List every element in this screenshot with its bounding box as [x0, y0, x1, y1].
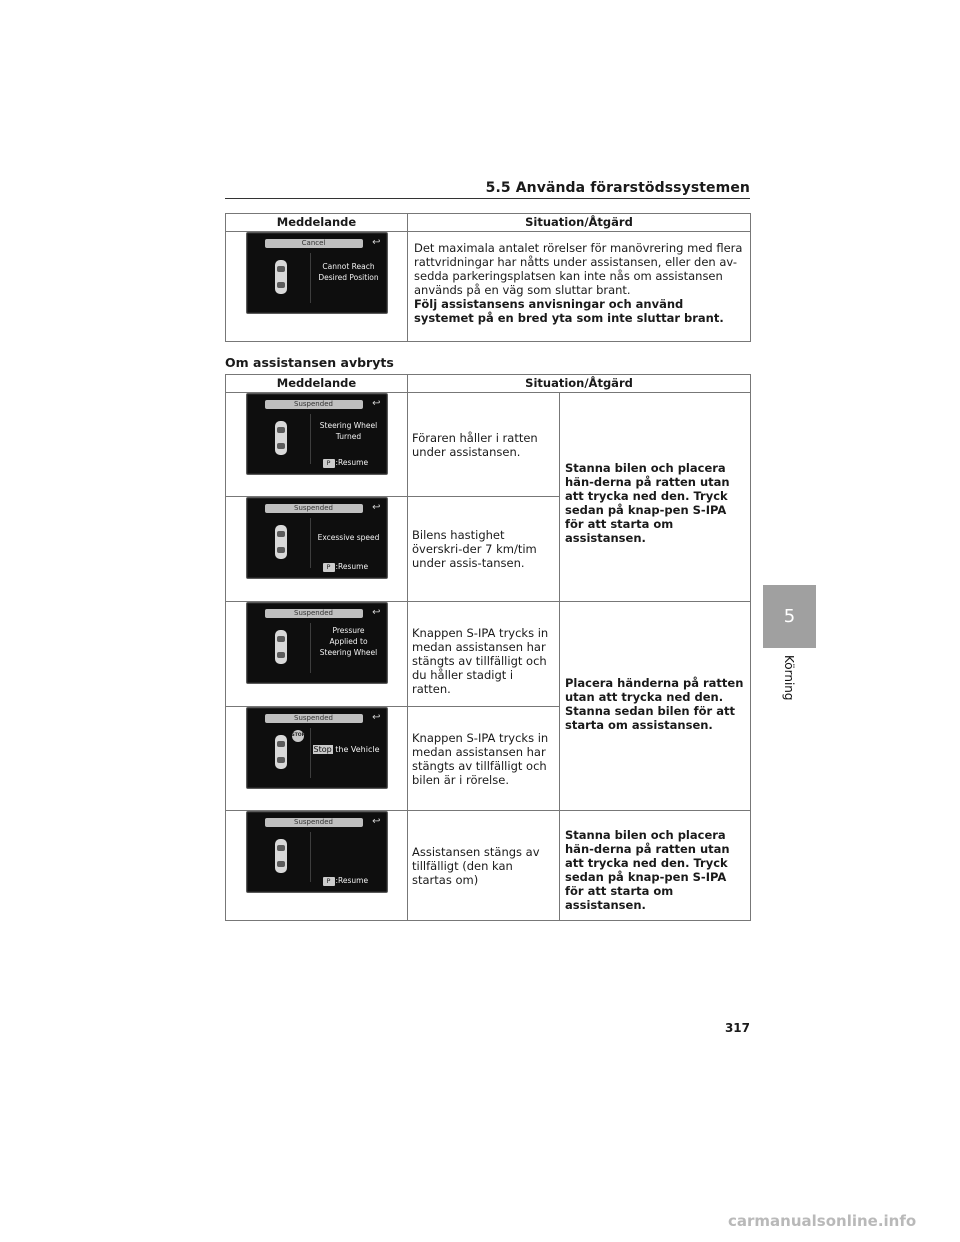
screen-divider: [310, 253, 311, 303]
resume-hint: P :Resume: [323, 562, 369, 572]
back-icon: ↩: [372, 237, 381, 248]
p-button-icon: P: [323, 877, 335, 886]
situation-text: Knappen S-IPA trycks in medan assistansen har stängts av tillfälligt och du håller stadigt i ratten.: [412, 626, 549, 696]
car-icon: [275, 839, 287, 873]
display-screen: [246, 232, 388, 314]
section-title: 5.5 Använda förarstödssystemen: [485, 180, 750, 196]
back-icon: ↩: [372, 816, 381, 827]
p-button-icon: P: [323, 459, 335, 468]
screen-message: Excessive speed: [317, 533, 380, 542]
car-icon: [275, 630, 287, 664]
message-cell: [226, 602, 408, 707]
car-icon: [275, 260, 287, 294]
resume-hint: P :Resume: [323, 876, 369, 886]
car-icon: [275, 735, 287, 769]
situation-cell: [408, 811, 560, 921]
col-header-message: Meddelande: [226, 214, 408, 232]
situation-cell: [408, 497, 560, 602]
chapter-tab: 5: [763, 585, 816, 648]
status-bar: Suspended: [265, 400, 363, 409]
display-screen: [246, 393, 388, 475]
message-cell: [226, 811, 408, 921]
action-text: Följ assistansens anvisningar och använd systemet på en bred yta som inte sluttar brant.: [414, 297, 724, 325]
message-table-1: [225, 213, 751, 342]
message-cell: [226, 232, 408, 342]
back-icon: ↩: [372, 398, 381, 409]
page-number: 317: [724, 1021, 750, 1035]
situation-cell: [408, 232, 751, 342]
col-header-situation: Situation/Åtgärd: [408, 375, 751, 393]
screen-message: Pressure Applied to Steering Wheel: [319, 626, 378, 657]
col-header-message: Meddelande: [226, 375, 408, 393]
back-icon: ↩: [372, 607, 381, 618]
back-icon: ↩: [372, 502, 381, 513]
display-screen: [246, 707, 388, 789]
header-rule: [225, 198, 750, 199]
screen-message: Cannot Reach Desired Position: [318, 262, 379, 282]
situation-text: Assistansen stängs av tillfälligt (den kan startas om): [412, 845, 540, 887]
status-bar: Suspended: [265, 504, 363, 513]
action-cell: [560, 811, 751, 921]
display-screen: [246, 811, 388, 893]
status-bar: Suspended: [265, 609, 363, 618]
message-cell: [226, 497, 408, 602]
back-icon: ↩: [372, 712, 381, 723]
action-cell: [560, 393, 751, 602]
screen-divider: [310, 414, 311, 464]
situation-cell: [408, 707, 560, 811]
display-screen: [246, 602, 388, 684]
situation-text: Knappen S-IPA trycks in medan assistansen har stängts av tillfälligt och bilen är i rörelse.: [412, 731, 549, 787]
screen-message: Steering Wheel Turned: [319, 421, 378, 441]
watermark: carmanualsonline.info: [728, 1212, 917, 1230]
car-icon: [275, 525, 287, 559]
sub-heading: Om assistansen avbryts: [225, 355, 394, 370]
situation-cell: [408, 602, 560, 707]
action-text: Stanna bilen och placera hän-derna på ratten utan att trycka ned den. Tryck sedan på knap-pen S-IPA för att starta om assistansen.: [565, 461, 730, 545]
action-text: Stanna bilen och placera hän-derna på ratten utan att trycka ned den. Tryck sedan på knap-pen S-IPA för att starta om assistansen.: [565, 828, 730, 912]
message-cell: [226, 707, 408, 811]
screen-divider: [310, 728, 311, 778]
screen-divider: [310, 623, 311, 673]
stop-sign-icon: STOP: [292, 730, 304, 742]
situation-text: Det maximala antalet rörelser för manövrering med flera rattvridningar har nåtts under assistansen, eller den av-sedda parkeringsplatsen kan inte nås om assistansen används på en väg som sluttar brant.: [414, 241, 743, 297]
chapter-label: Körning: [782, 655, 796, 701]
situation-cell: [408, 393, 560, 497]
resume-hint: P :Resume: [323, 458, 369, 468]
message-table-2: [225, 374, 751, 921]
screen-message: Stop the Vehicle: [313, 745, 380, 754]
p-button-icon: P: [323, 563, 335, 572]
action-cell: [560, 602, 751, 811]
situation-text: Föraren håller i ratten under assistansen.: [412, 431, 538, 459]
message-cell: [226, 393, 408, 497]
status-bar: Suspended: [265, 714, 363, 723]
car-icon: [275, 421, 287, 455]
display-screen: [246, 497, 388, 579]
status-bar: Cancel: [265, 239, 363, 248]
screen-divider: [310, 832, 311, 882]
situation-text: Bilens hastighet överskri-der 7 km/tim under assis-tansen.: [412, 528, 537, 570]
screen-divider: [310, 518, 311, 568]
action-text: Placera händerna på ratten utan att trycka ned den. Stanna sedan bilen för att starta om assistansen.: [565, 676, 744, 732]
status-bar: Suspended: [265, 818, 363, 827]
col-header-situation: Situation/Åtgärd: [408, 214, 751, 232]
